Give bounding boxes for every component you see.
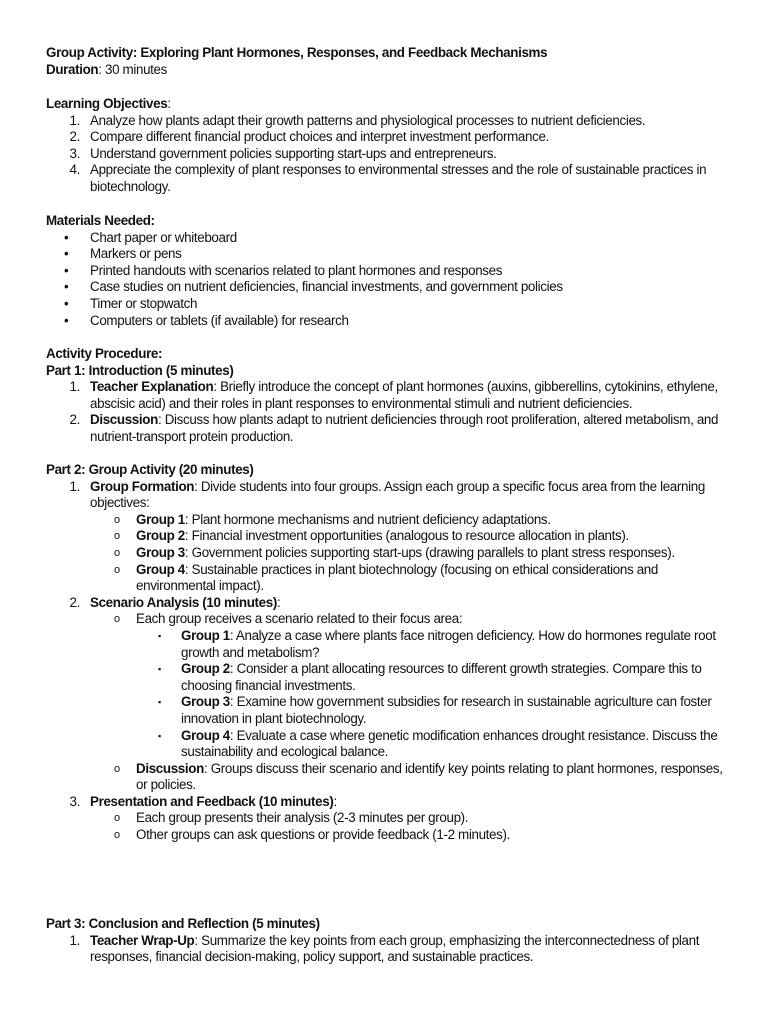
objective-number: 4. bbox=[69, 162, 80, 178]
group-assignment-continuation: environmental impact). bbox=[136, 578, 264, 594]
material-text: Timer or stopwatch bbox=[90, 295, 198, 311]
scenario-group bbox=[46, 728, 726, 745]
procedure-section bbox=[46, 346, 726, 446]
square-bullet-icon: ▪ bbox=[158, 664, 161, 675]
square-bullet-icon: ▪ bbox=[158, 630, 161, 641]
item-text: : Summarize the key points from each group, emphasizing the interconnectedness of plant bbox=[194, 932, 700, 948]
objective-text: Analyze how plants adapt their growth patterns and physiological processes to nutrient deficiencies. bbox=[90, 112, 646, 128]
item-text: : Discuss how plants adapt to nutrient deficiencies through root proliferation, altered metabolism, and bbox=[157, 412, 719, 428]
item-number: 1. bbox=[69, 478, 80, 494]
part3-heading: Part 3: Conclusion and Reflection (5 minutes) bbox=[46, 916, 320, 931]
item-number: 1. bbox=[69, 379, 80, 395]
item-text: : Divide students into four groups. Assign each group a specific focus area from the learning bbox=[194, 478, 705, 494]
part1-heading: Part 1: Introduction (5 minutes) bbox=[46, 362, 234, 378]
item-label: Discussion bbox=[90, 412, 158, 428]
bullet-icon: • bbox=[64, 229, 69, 245]
part3-section bbox=[46, 916, 726, 966]
document-title: Group Activity: Exploring Plant Hormones, Responses, and Feedback Mechanisms bbox=[46, 45, 548, 60]
item-label: Scenario Analysis (10 minutes) bbox=[90, 594, 277, 610]
item-label: Teacher Wrap-Up bbox=[90, 932, 195, 948]
material-text: Markers or pens bbox=[90, 246, 182, 262]
part2-section bbox=[46, 462, 726, 844]
materials-heading: Materials Needed: bbox=[46, 213, 155, 228]
scenario-intro-text: Each group receives a scenario related to their focus area: bbox=[136, 611, 463, 627]
objective-item bbox=[46, 146, 726, 163]
circle-bullet-icon: o bbox=[114, 530, 120, 543]
group-label: Group 1 bbox=[136, 511, 185, 527]
header-block bbox=[46, 45, 726, 78]
group-text: : Examine how government subsidies for research in sustainable agriculture can foster bbox=[229, 694, 712, 710]
group-label: Group 4 bbox=[181, 727, 230, 743]
part3-item bbox=[46, 933, 726, 950]
objective-text: Understand government policies supporting start-ups and entrepreneurs. bbox=[90, 145, 497, 161]
group-text: : Plant hormone mechanisms and nutrient deficiency adaptations. bbox=[184, 511, 551, 527]
circle-bullet-icon: o bbox=[114, 829, 120, 842]
bullet-icon: • bbox=[64, 312, 69, 328]
group-text: : Analyze a case where plants face nitrogen deficiency. How do hormones regulate root bbox=[229, 627, 716, 643]
circle-bullet-icon: o bbox=[114, 563, 120, 576]
duration-line bbox=[46, 62, 726, 79]
discussion-continuation: or policies. bbox=[136, 777, 196, 793]
presentation-text: Each group presents their analysis (2-3 minutes per group). bbox=[136, 810, 469, 826]
item-colon: : bbox=[333, 793, 337, 809]
scenario-analysis-item bbox=[46, 595, 726, 612]
group-text: : Evaluate a case where genetic modification enhances drought resistance. Discuss the bbox=[229, 727, 718, 743]
item-number: 3. bbox=[69, 793, 80, 809]
group-label: Group 2 bbox=[181, 661, 230, 677]
bullet-icon: • bbox=[64, 295, 69, 311]
material-item bbox=[46, 230, 726, 247]
group-assignment bbox=[46, 562, 726, 579]
materials-section bbox=[46, 213, 726, 329]
presentation-item bbox=[46, 794, 726, 811]
objective-number: 3. bbox=[69, 145, 80, 161]
objective-item bbox=[46, 129, 726, 146]
presentation-text: Other groups can ask questions or provide feedback (1-2 minutes). bbox=[136, 827, 510, 843]
part1-item bbox=[46, 379, 726, 396]
scenario-intro bbox=[46, 611, 726, 628]
group-text: : Sustainable practices in plant biotechnology (focusing on ethical considerations and bbox=[184, 561, 658, 577]
objective-text: Appreciate the complexity of plant responses to environmental stresses and the role of sustainable practices in bbox=[90, 162, 707, 178]
square-bullet-icon: ▪ bbox=[158, 730, 161, 741]
group-label: Group 1 bbox=[181, 627, 230, 643]
group-text: : Financial investment opportunities (analogous to resource allocation in plants). bbox=[184, 528, 629, 544]
material-text: Computers or tablets (if available) for research bbox=[90, 312, 349, 328]
objective-text: Compare different financial product choices and interpret investment performance. bbox=[90, 129, 549, 145]
procedure-heading: Activity Procedure: bbox=[46, 346, 163, 361]
bullet-icon: • bbox=[64, 262, 69, 278]
square-bullet-icon: ▪ bbox=[158, 697, 161, 708]
duration-label: Duration bbox=[46, 61, 99, 77]
presentation-subitem bbox=[46, 827, 726, 844]
item-number: 2. bbox=[69, 594, 80, 610]
material-item bbox=[46, 296, 726, 313]
objective-number: 2. bbox=[69, 129, 80, 145]
objective-item bbox=[46, 162, 726, 179]
group-assignment bbox=[46, 545, 726, 562]
item-colon: : bbox=[276, 594, 281, 610]
discussion-text: : Groups discuss their scenario and identify key points relating to plant hormones, responses, bbox=[203, 760, 723, 776]
group-label: Group 3 bbox=[136, 544, 185, 560]
item-number: 2. bbox=[69, 412, 80, 428]
objectives-heading-colon: : bbox=[167, 96, 171, 111]
group-label: Group 4 bbox=[136, 561, 185, 577]
material-text: Printed handouts with scenarios related to plant hormones and responses bbox=[90, 262, 503, 278]
material-item bbox=[46, 263, 726, 280]
part2-heading: Part 2: Group Activity (20 minutes) bbox=[46, 462, 254, 477]
scenario-group bbox=[46, 628, 726, 645]
circle-bullet-icon: o bbox=[114, 513, 120, 526]
circle-bullet-icon: o bbox=[114, 546, 120, 559]
circle-bullet-icon: o bbox=[114, 613, 120, 626]
scenario-group-continuation: innovation in plant biotechnology. bbox=[181, 710, 367, 726]
bullet-icon: • bbox=[64, 279, 69, 295]
presentation-subitem bbox=[46, 810, 726, 827]
group-formation-continuation: objectives: bbox=[90, 495, 150, 511]
discussion-label: Discussion bbox=[136, 760, 204, 776]
material-item bbox=[46, 313, 726, 330]
item-number: 1. bbox=[69, 932, 80, 948]
objective-continuation: biotechnology. bbox=[90, 178, 171, 194]
circle-bullet-icon: o bbox=[114, 762, 120, 775]
objective-number: 1. bbox=[69, 112, 80, 128]
group-assignment bbox=[46, 512, 726, 529]
item-text: : Briefly introduce the concept of plant hormones (auxins, gibberellins, cytokinins, ethylene, bbox=[213, 379, 718, 395]
group-text: : Government policies supporting start-ups (drawing parallels to plant stress responses). bbox=[184, 544, 675, 560]
scenario-group-continuation: sustainability and ecological balance. bbox=[181, 744, 389, 760]
part1-item-continuation: abscisic acid) and their roles in plant responses to environmental stimuli and nutrient deficiencies. bbox=[90, 395, 633, 411]
duration-value: : 30 minutes bbox=[98, 61, 167, 77]
scenario-group bbox=[46, 661, 726, 678]
material-item bbox=[46, 279, 726, 296]
material-text: Case studies on nutrient deficiencies, financial investments, and government policies bbox=[90, 279, 563, 295]
material-item bbox=[46, 246, 726, 263]
part1-item-continuation: nutrient-transport protein production. bbox=[90, 428, 294, 444]
part1-item bbox=[46, 412, 726, 429]
group-formation-item bbox=[46, 479, 726, 496]
scenario-group bbox=[46, 694, 726, 711]
group-label: Group 2 bbox=[136, 528, 185, 544]
scenario-group-continuation: growth and metabolism? bbox=[181, 644, 320, 660]
circle-bullet-icon: o bbox=[114, 812, 120, 825]
group-text: : Consider a plant allocating resources to different growth strategies. Compare this to bbox=[229, 661, 702, 677]
objective-item bbox=[46, 113, 726, 130]
bullet-icon: • bbox=[64, 246, 69, 262]
item-label: Presentation and Feedback (10 minutes) bbox=[90, 793, 334, 809]
learning-objectives-section bbox=[46, 96, 726, 196]
group-label: Group 3 bbox=[181, 694, 230, 710]
discussion-item bbox=[46, 761, 726, 778]
part3-item-continuation: responses, financial decision-making, policy support, and sustainable practices. bbox=[90, 949, 534, 965]
objectives-heading-line bbox=[46, 96, 726, 113]
objectives-heading: Learning Objectives bbox=[46, 96, 168, 111]
item-label: Teacher Explanation bbox=[90, 379, 214, 395]
scenario-group-continuation: choosing financial investments. bbox=[181, 677, 356, 693]
item-label: Group Formation bbox=[90, 478, 195, 494]
group-assignment bbox=[46, 528, 726, 545]
material-text: Chart paper or whiteboard bbox=[90, 229, 237, 245]
